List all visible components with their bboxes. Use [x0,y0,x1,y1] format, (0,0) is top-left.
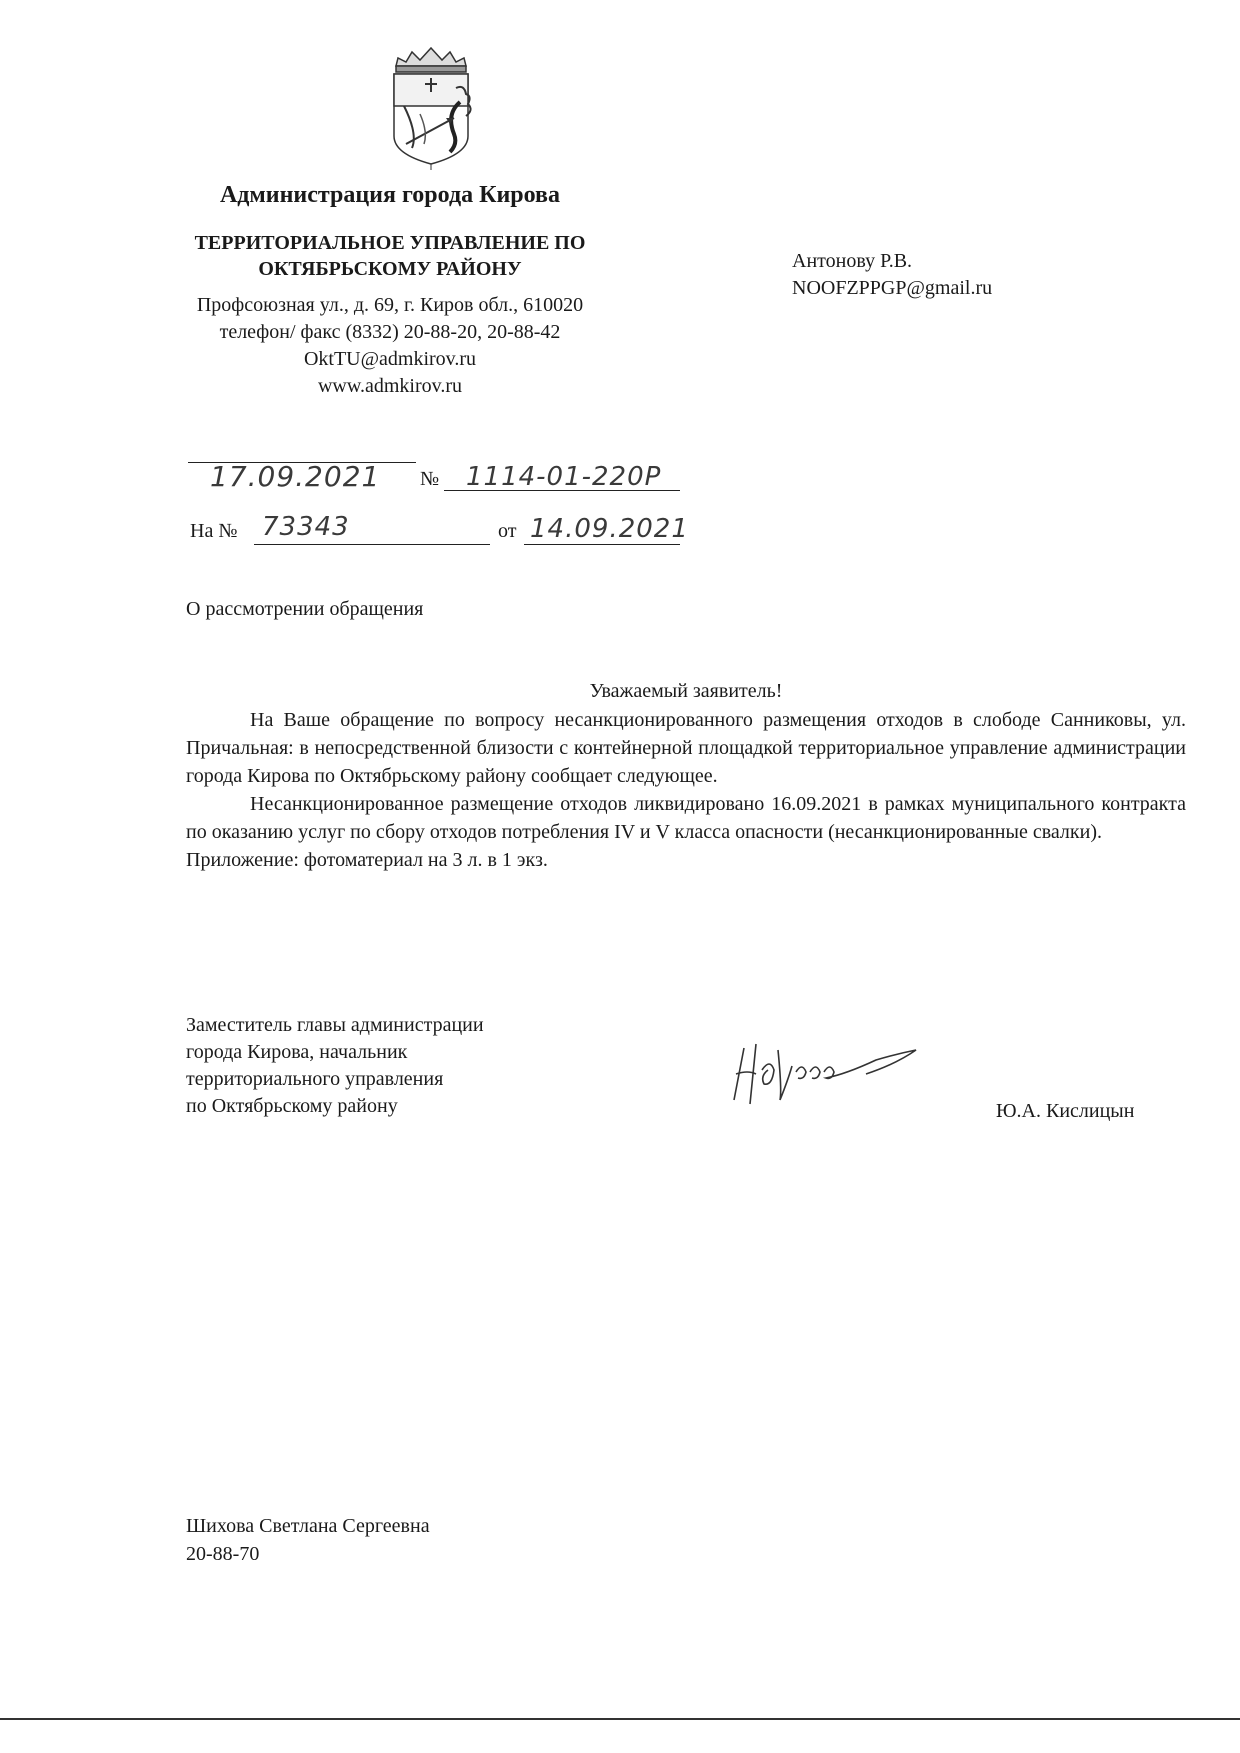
coat-of-arms-emblem [384,44,478,170]
letter-subject: О рассмотрении обращения [186,598,424,620]
outgoing-number: 1114-01-220Р [466,462,662,492]
department-title-line1: ТЕРРИТОРИАЛЬНОЕ УПРАВЛЕНИЕ ПО [194,232,586,254]
reference-number-label: На № [190,520,238,542]
admin-title: Администрация города Кирова [219,182,561,208]
page-bottom-edge [0,1718,1240,1720]
handwritten-signature [726,1030,936,1110]
letter-salutation: Уважаемый заявитель! [589,680,783,702]
letter-attachment: Приложение: фотоматериал на 3 л. в 1 экз. [186,849,548,871]
signer-name: Ю.А. Кислицын [996,1100,1135,1122]
signer-position-line2: города Кирова, начальник [186,1041,408,1063]
reference-date-field [524,544,680,545]
outgoing-date: 17.09.2021 [210,460,381,493]
reference-date-label: от [498,520,517,542]
recipient-name: Антонову Р.В. [792,250,913,272]
signer-position-line4: по Октябрьскому району [186,1095,398,1117]
department-email: OktTU@admkirov.ru [303,348,477,370]
letter-paragraph-2: Несанкционированное размещение отходов ликвидировано 16.09.2021 в рамках муниципального контракта по оказанию услуг по сбору отходов потребления IV и V класса опасности (несанкционированные свалки). [186,793,1186,843]
reference-date: 14.09.2021 [530,514,689,544]
reference-number: 73343 [262,512,350,542]
recipient-email: NOOFZPPGP@gmail.ru [792,277,993,299]
reference-number-field [254,544,490,545]
department-title-line2: ОКТЯБРЬСКОМУ РАЙОНУ [258,258,522,280]
letter-paragraph-1: На Ваше обращение по вопросу несанкционированного размещения отходов в слободе Санниковы, ул. Причальная: в непосредственной близости с контейнерной площадкой территориальное управление администрации города Кирова по Октябрьскому району сообщает следующее. [186,709,1186,787]
executor-phone: 20-88-70 [186,1543,260,1565]
signer-position-line1: Заместитель главы администрации [186,1014,484,1036]
executor-name: Шихова Светлана Сергеевна [186,1515,430,1537]
department-address: Профсоюзная ул., д. 69, г. Киров обл., 610020 [196,294,584,316]
outgoing-number-label: № [420,468,440,490]
department-phone: телефон/ факс (8332) 20-88-20, 20-88-42 [219,321,561,343]
department-website: www.admkirov.ru [317,375,463,397]
signer-position-line3: территориального управления [186,1068,444,1090]
